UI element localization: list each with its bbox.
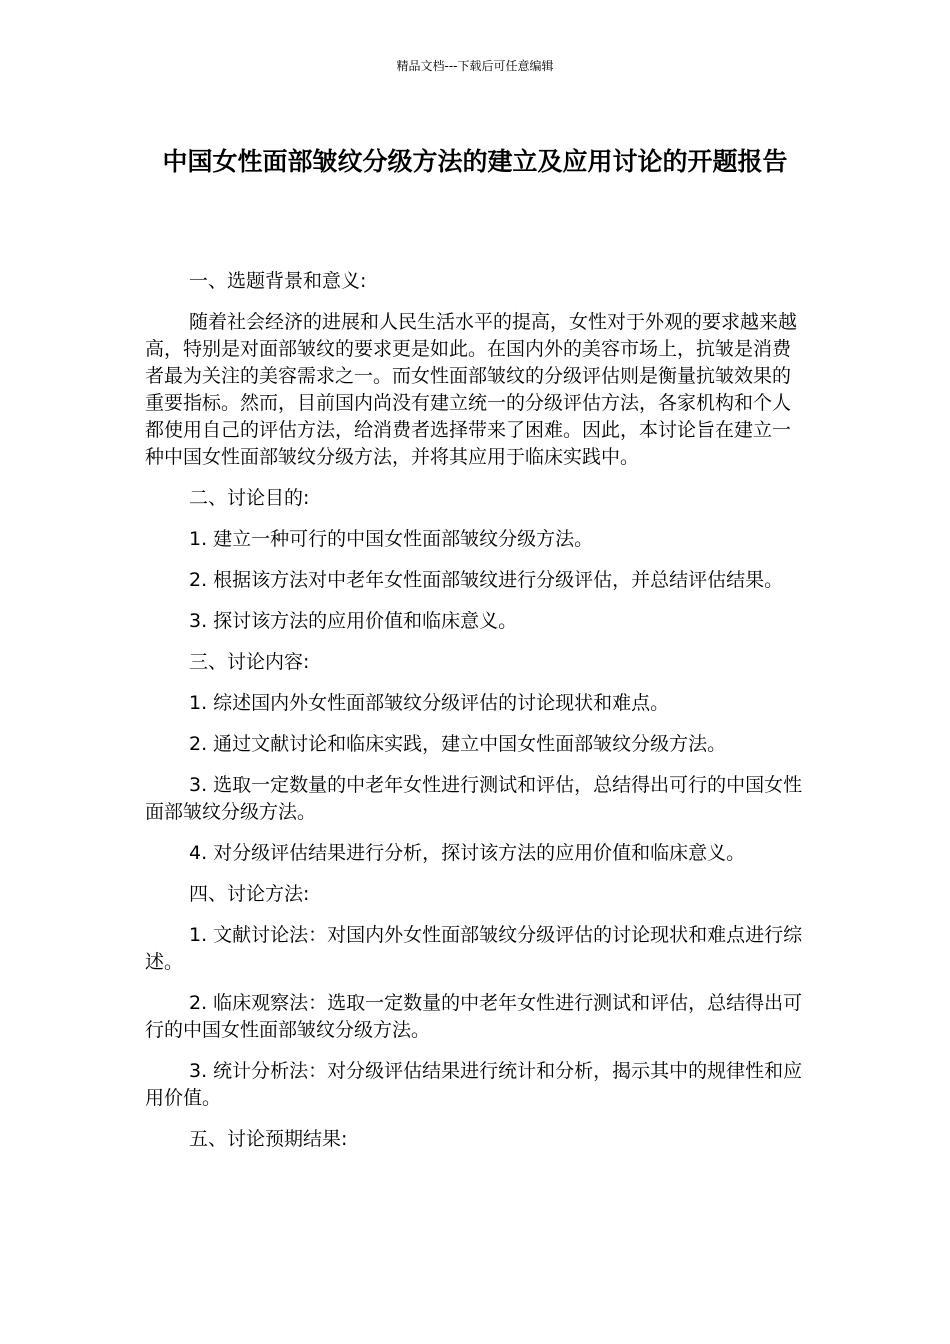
list-item-purpose-2: 2. 根据该方法对中老年女性面部皱纹进行分级评估，并总结评估结果。 (189, 569, 784, 591)
section-heading-background: 一、选题背景和意义: (189, 270, 367, 292)
section-heading-expected-results: 五、讨论预期结果: (189, 1128, 348, 1150)
document-body (145, 268, 805, 1167)
list-item-content-1: 1. 综述国内外女性面部皱纹分级评估的讨论现状和难点。 (189, 692, 670, 714)
list-item-method-2: 2. 临床观察法：选取一定数量的中老年女性进行测试和评估，总结得出可行的中国女性面部皱纹分级方法。 (145, 992, 803, 1041)
list-item-content-2: 2. 通过文献讨论和临床实践，建立中国女性面部皱纹分级方法。 (189, 733, 727, 755)
list-item-purpose-1: 1. 建立一种可行的中国女性面部皱纹分级方法。 (189, 528, 594, 550)
document-title: 中国女性面部皱纹分级方法的建立及应用讨论的开题报告 (162, 147, 788, 176)
section-heading-methods: 四、讨论方法: (189, 883, 310, 905)
section-heading-content: 三、讨论内容: (189, 651, 310, 673)
list-item-method-3: 3. 统计分析法：对分级评估结果进行统计和分析，揭示其中的规律性和应用价值。 (145, 1060, 803, 1109)
page-header-note: 精品文档---下载后可任意编辑 (396, 59, 554, 73)
list-item-content-3: 3. 选取一定数量的中老年女性进行测试和评估，总结得出可行的中国女性面部皱纹分级方法。 (145, 774, 803, 823)
list-item-purpose-3: 3. 探讨该方法的应用价值和临床意义。 (189, 610, 518, 632)
body-paragraph-background: 随着社会经济的进展和人民生活水平的提高，女性对于外观的要求越来越高，特别是对面部皱纹的要求更是如此。在国内外的美容市场上，抗皱是消费者最为关注的美容需求之一。而女性面部皱纹的分级评估则是衡量抗皱效果的重要指标。然而，目前国内尚没有建立统一的分级评估方法，各家机构和个人都使用自己的评估方法，给消费者选择带来了困难。因此，本讨论旨在建立一种中国女性面部皱纹分级方法，并将其应用于临床实践中。 (145, 311, 798, 468)
list-item-content-4: 4. 对分级评估结果进行分析，探讨该方法的应用价值和临床意义。 (189, 842, 746, 864)
list-item-method-1: 1. 文献讨论法：对国内外女性面部皱纹分级评估的讨论现状和难点进行综述。 (145, 924, 803, 973)
section-heading-purpose: 二、讨论目的: (189, 487, 310, 509)
